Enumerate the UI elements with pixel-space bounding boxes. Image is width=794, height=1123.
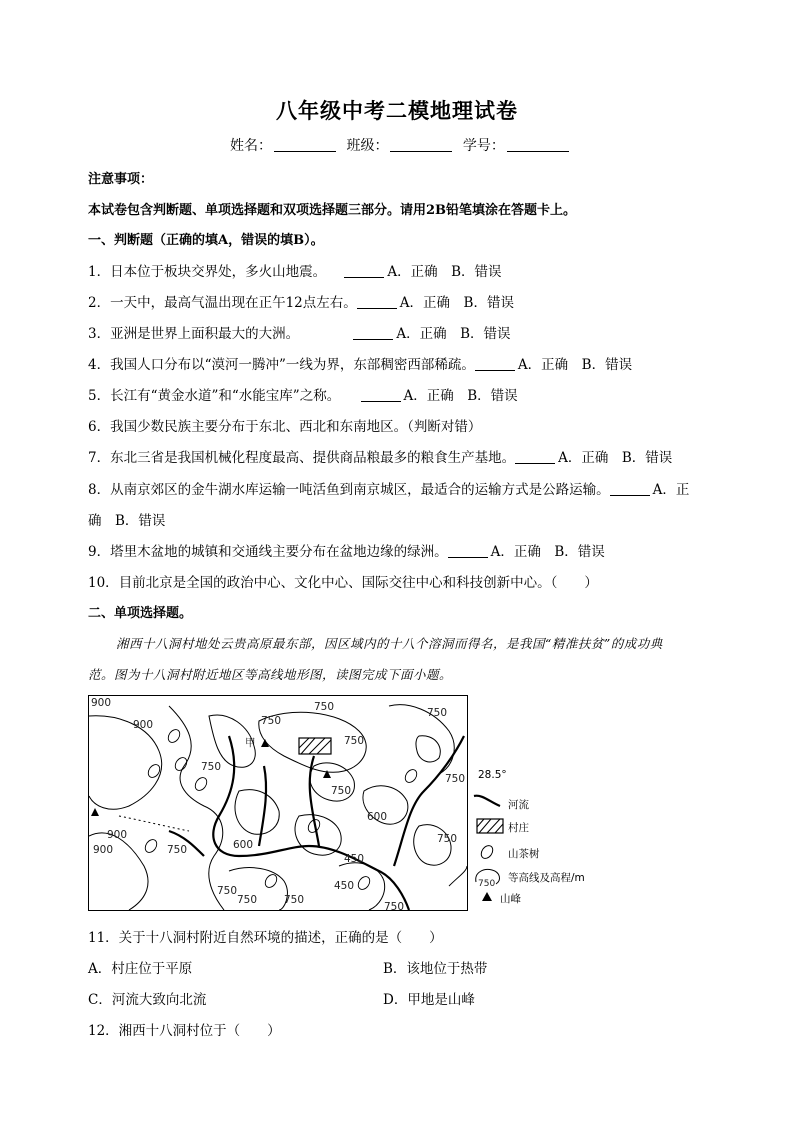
q-num: 5． xyxy=(88,388,111,404)
q-text: 我国人口分布以“漠河一腾冲”一线为界，东部稠密西部稀疏。 xyxy=(110,357,475,373)
answer-blank[interactable] xyxy=(361,401,401,402)
intro-line-2: 范。图为十八洞村附近地区等高线地形图，读图完成下面小题。 xyxy=(88,667,453,682)
q-num: 6． xyxy=(88,419,111,435)
section2-heading: 二、单项选择题。 xyxy=(88,606,193,621)
q-num: 2． xyxy=(88,295,111,311)
peak-icon xyxy=(480,891,494,903)
latitude-label: 28.5° xyxy=(478,769,507,781)
tea-tree-symbols xyxy=(143,727,419,891)
contour-map-svg xyxy=(89,696,467,910)
q-text: 一天中，最高气温出现在正午12点左右。 xyxy=(110,295,357,311)
question-11-stem: 11．关于十八洞村附近自然环境的描述，正确的是（ ） xyxy=(88,930,443,946)
q11-option-d[interactable]: D．甲地是山峰 xyxy=(383,992,475,1008)
village-symbol xyxy=(299,738,331,754)
contour-line xyxy=(416,736,440,762)
class-blank[interactable] xyxy=(390,151,452,152)
class-label: 班级： xyxy=(346,138,389,154)
q-text: 确 B．错误 xyxy=(88,513,166,529)
place-label-jia: 甲 xyxy=(245,737,256,749)
peak-symbol xyxy=(91,808,99,816)
question-10 xyxy=(88,571,598,591)
contour-map xyxy=(88,695,468,911)
contour-label: 600 xyxy=(233,839,254,851)
legend-label: 等高线及高程/m xyxy=(508,872,585,884)
question-8 xyxy=(88,478,689,498)
q-text: 我国少数民族主要分布于东北、西北和东南地区。（判断对错） xyxy=(110,419,482,435)
question-7 xyxy=(88,446,672,466)
contour-line xyxy=(235,790,279,835)
q-num: 9． xyxy=(88,544,111,560)
answer-blank[interactable] xyxy=(357,308,397,309)
question-3 xyxy=(88,322,511,342)
svg-text:750: 750 xyxy=(478,879,496,888)
name-blank[interactable] xyxy=(274,151,336,152)
q-options: A．正确 B．错误 xyxy=(490,544,605,560)
answer-blank[interactable] xyxy=(515,463,555,464)
answer-blank[interactable] xyxy=(610,495,650,496)
q-options: A．正确 B．错误 xyxy=(399,295,514,311)
q11-option-a[interactable]: A．村庄位于平原 xyxy=(88,961,193,977)
question-8-cont xyxy=(88,509,165,529)
question-1 xyxy=(88,260,502,280)
q-options: A．正确 B．错误 xyxy=(558,450,673,466)
river-icon xyxy=(472,792,502,810)
q-text: 从南京郊区的金牛湖水库运输一吨活鱼到南京城区，最适合的运输方式是公路运输。 xyxy=(110,482,610,498)
contour-label: 750 xyxy=(344,735,365,747)
village-icon xyxy=(476,818,504,834)
question-12-stem: 12．湘西十八洞村位于（ ） xyxy=(88,1023,281,1039)
contour-label: 900 xyxy=(107,829,128,841)
id-label: 学号： xyxy=(462,138,505,154)
question-2 xyxy=(88,291,514,311)
id-blank[interactable] xyxy=(507,151,569,152)
q-text: 日本位于板块交界处，多火山地震。 xyxy=(110,264,327,280)
contour-label: 750 xyxy=(384,901,405,910)
contour-icon xyxy=(472,864,506,888)
q-options: A．正确 B．错误 xyxy=(403,388,518,404)
q-num: 4． xyxy=(88,357,111,373)
notice-heading: 注意事项： xyxy=(88,172,154,187)
q-options: A．正确 B．错误 xyxy=(517,357,633,373)
q-options: A．正确 B．错误 xyxy=(396,326,511,342)
intro-line-1: 湘西十八洞村地处云贵高原最东部，因区域内的十八个溶洞而得名，是我国“精准扶贫”的成功典 xyxy=(116,636,663,651)
answer-blank[interactable] xyxy=(353,339,393,340)
q-text: 塔里木盆地的城镇和交通线主要分布在盆地边缘的绿洲。 xyxy=(110,544,448,560)
legend-label: 河流 xyxy=(508,799,529,811)
q11-option-b[interactable]: B．该地位于热带 xyxy=(383,961,488,977)
contour-label: 750 xyxy=(314,701,335,713)
question-9 xyxy=(88,540,605,560)
legend-label: 山峰 xyxy=(500,893,521,905)
q-num: 8． xyxy=(88,482,111,498)
contour-line xyxy=(169,706,224,910)
q-text: 东北三省是我国机械化程度最高、提供商品粮最多的粮食生产基地。 xyxy=(110,450,516,466)
contour-label: 750 xyxy=(445,773,466,785)
answer-blank[interactable] xyxy=(475,370,515,371)
contour-label: 750 xyxy=(331,785,352,797)
question-5 xyxy=(88,384,518,404)
tea-tree-icon xyxy=(478,843,498,861)
peak-symbol xyxy=(261,739,269,747)
name-label: 姓名： xyxy=(230,138,272,154)
q-num: 1． xyxy=(88,264,111,280)
student-info xyxy=(230,135,575,155)
section1-heading: 一、判断题（正确的填A，错误的填B）。 xyxy=(88,233,324,248)
contour-label: 750 xyxy=(167,844,188,856)
notice-text: 本试卷包含判断题、单项选择题和双项选择题三部分。请用2B铅笔填涂在答题卡上。 xyxy=(88,203,577,218)
q-text: 长江有“黄金水道”和“水能宝库”之称。 xyxy=(110,388,341,404)
page-title: 八年级中考二模地理试卷 xyxy=(276,98,518,123)
contour-label: 750 xyxy=(217,885,238,897)
q-options: A．正确 B．错误 xyxy=(387,264,502,280)
q-num: 10． xyxy=(88,575,119,591)
q-num: 3． xyxy=(88,326,111,342)
contour-label: 450 xyxy=(344,853,365,865)
contour-label: 750 xyxy=(261,715,282,727)
contour-label: 600 xyxy=(367,811,388,823)
answer-blank[interactable] xyxy=(448,557,488,558)
question-4 xyxy=(88,353,632,373)
contour-label: 900 xyxy=(133,719,154,731)
contour-label: 750 xyxy=(237,894,258,906)
contour-line xyxy=(449,866,467,886)
path-dotted xyxy=(119,816,189,831)
contour-label: 900 xyxy=(91,697,112,709)
q-options: A．正 xyxy=(652,482,690,498)
contour-label: 750 xyxy=(437,833,458,845)
contour-label: 750 xyxy=(427,707,448,719)
q-text: 目前北京是全国的政治中心、文化中心、国际交往中心和科技创新中心。（ ） xyxy=(118,575,598,591)
contour-label: 750 xyxy=(201,761,222,773)
contour-label: 750 xyxy=(284,894,305,906)
answer-blank[interactable] xyxy=(344,277,384,278)
q-num: 7． xyxy=(88,450,111,466)
question-6 xyxy=(88,415,481,435)
river-line xyxy=(394,736,464,866)
contour-label: 450 xyxy=(334,880,355,892)
q11-option-c[interactable]: C．河流大致向北流 xyxy=(88,992,207,1008)
contour-label: 900 xyxy=(93,844,114,856)
legend-label: 山茶树 xyxy=(508,848,540,860)
q-text: 亚洲是世界上面积最大的大洲。 xyxy=(110,326,300,342)
legend-label: 村庄 xyxy=(508,822,529,834)
